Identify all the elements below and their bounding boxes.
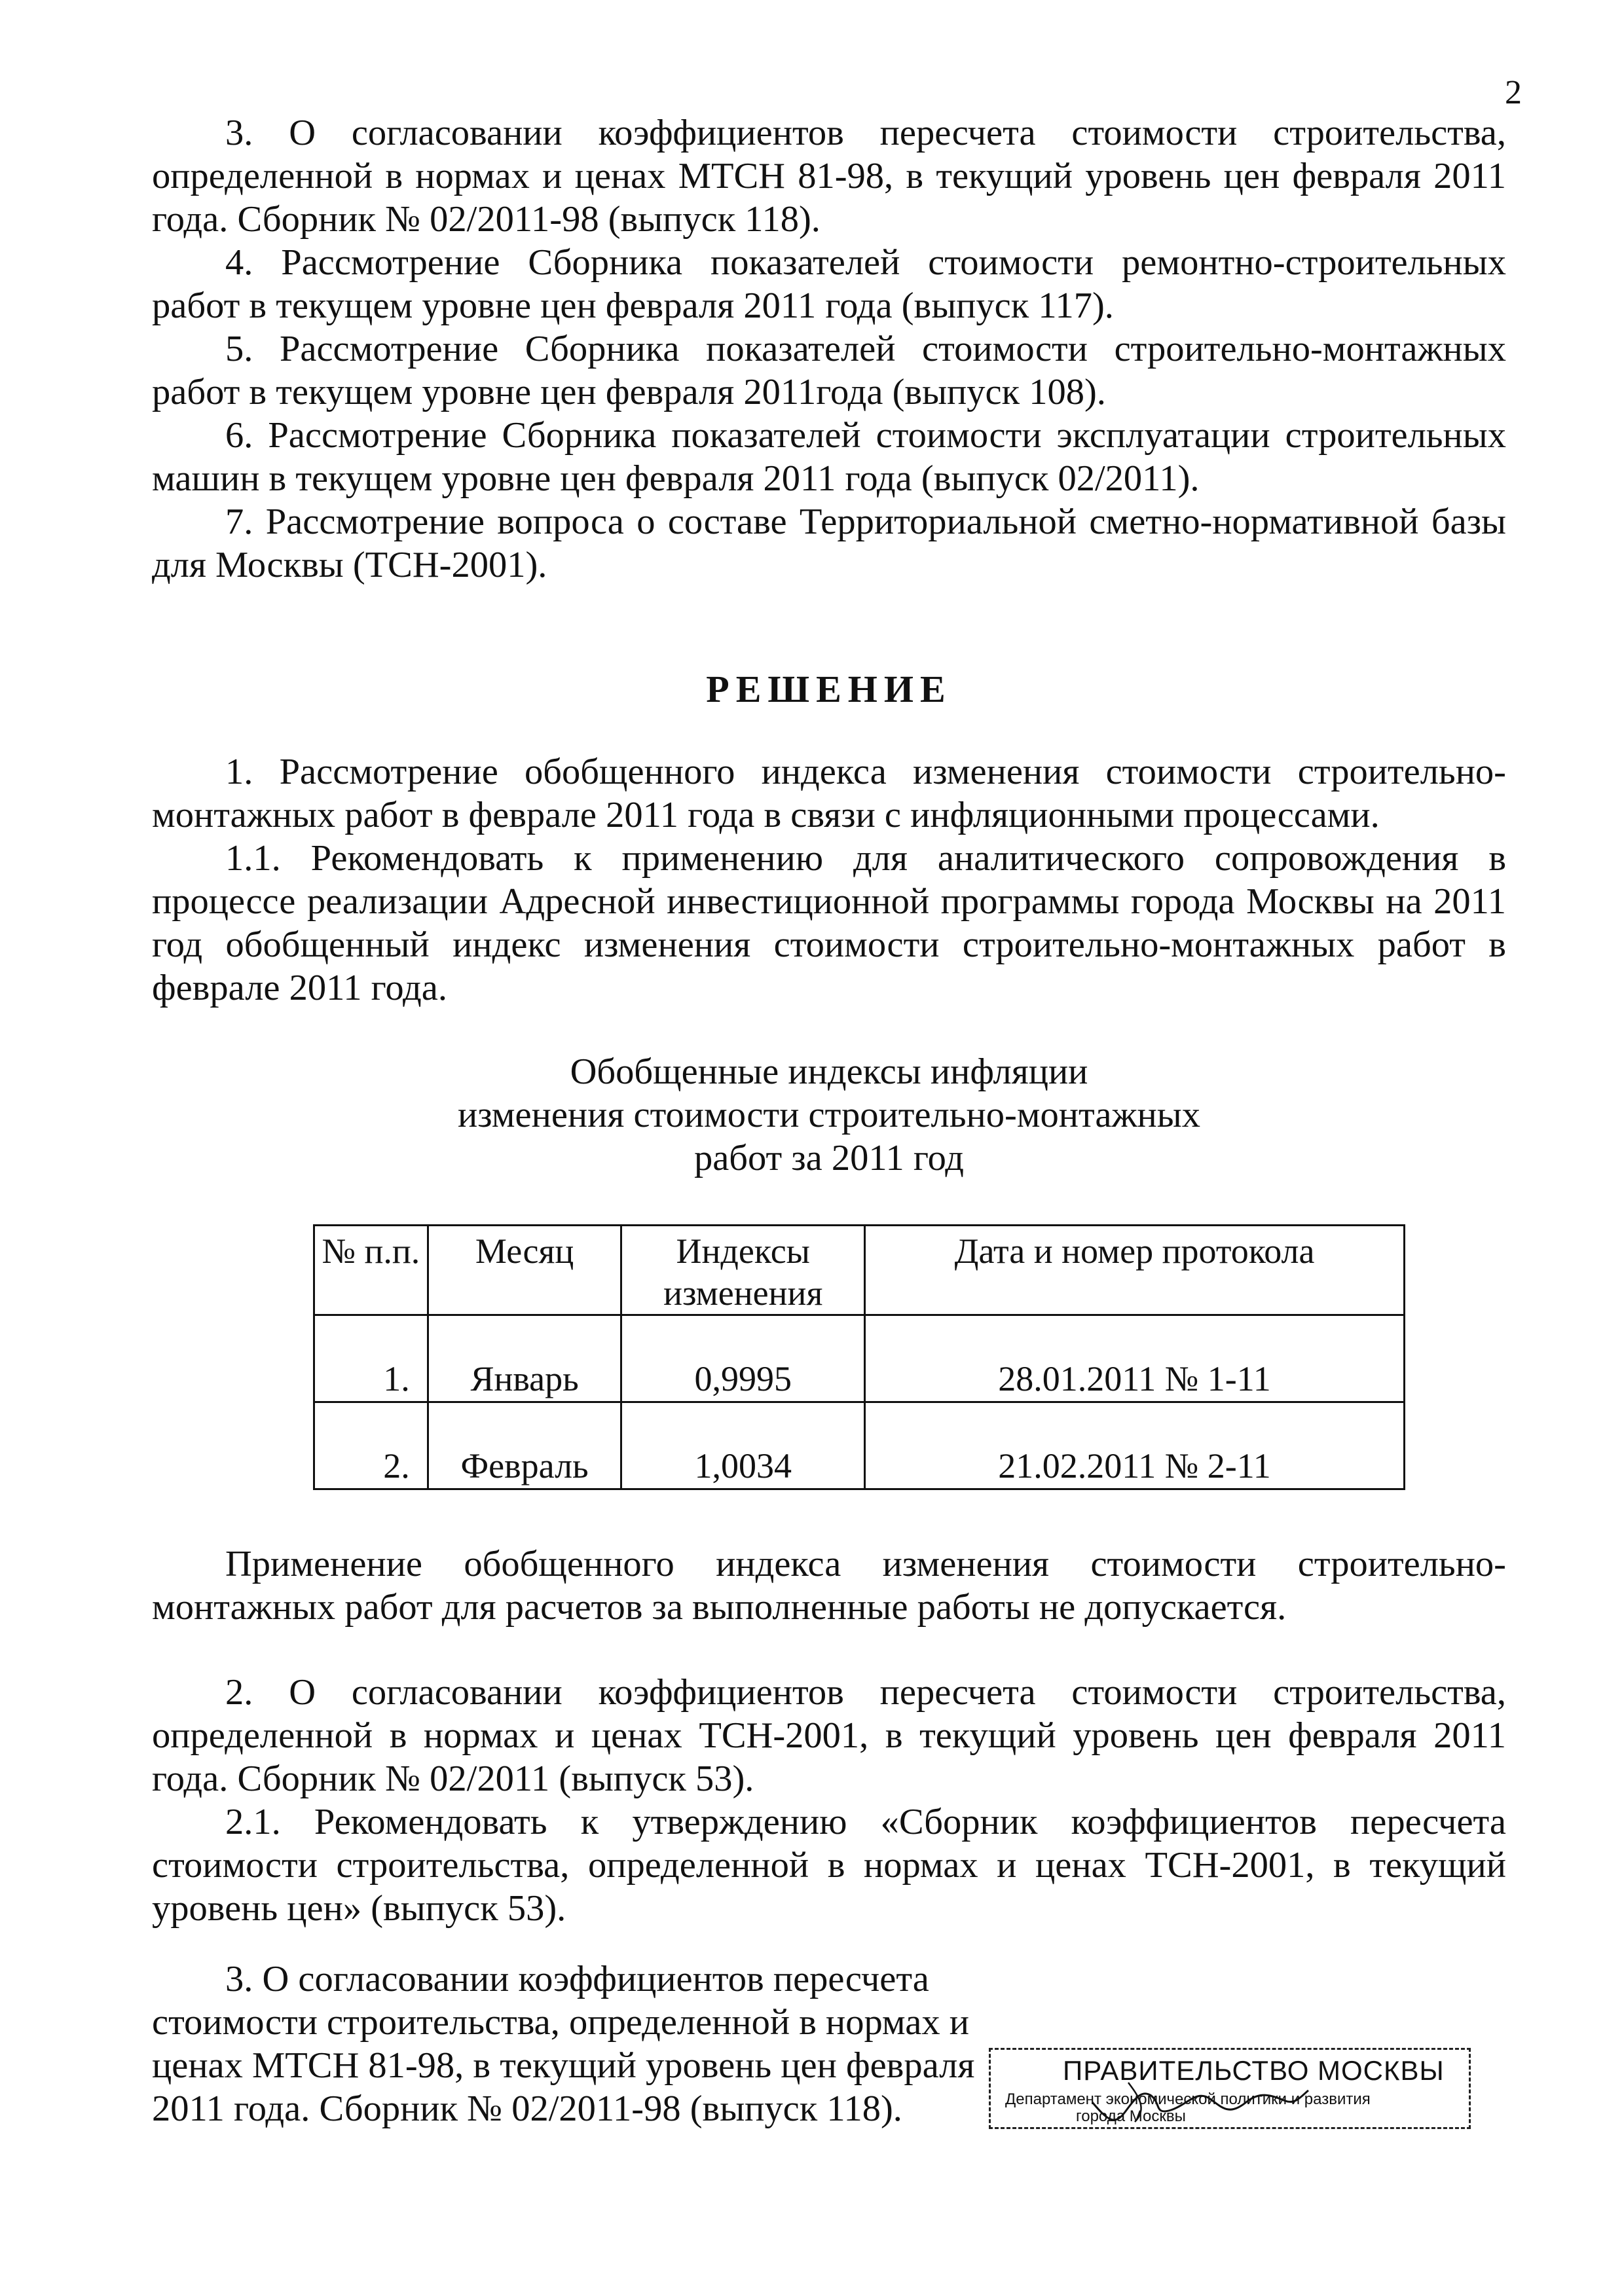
agenda-item-5: 5. Рассмотрение Сборника показателей стоимости строительно-монтажных работ в текущем уровне цен февраля 2011года (выпуск 108). — [152, 329, 1506, 412]
table-caption-line-2: изменения стоимости строительно-монтажных — [458, 1095, 1200, 1135]
table-row — [314, 1402, 1405, 1489]
table-caption-line-1: Обобщенные индексы инфляции — [570, 1051, 1088, 1092]
row-number: 1. — [314, 1315, 428, 1402]
header-month: Месяц — [428, 1226, 621, 1315]
table-row — [314, 1315, 1405, 1402]
row-index: 1,0034 — [621, 1402, 865, 1489]
agenda-item-6: 6. Рассмотрение Сборника показателей стоимости эксплуатации строительных машин в текущем уровне цен февраля 2011 года (выпуск 02/2011). — [152, 415, 1506, 499]
stamp-city: города Москвы — [1076, 2107, 1186, 2125]
inflation-index-table — [313, 1224, 1405, 1490]
page-number: 2 — [1505, 74, 1522, 111]
decision-section-3 — [152, 1958, 1023, 2130]
header-protocol: Дата и номер протокола — [865, 1226, 1405, 1315]
row-number: 2. — [314, 1402, 428, 1489]
decision-section-1 — [152, 750, 1506, 1010]
decision-1: 1. Рассмотрение обобщенного индекса изменения стоимости строительно-монтажных работ в феврале 2011 года в связи с инфляционными процессами. — [152, 752, 1506, 835]
decision-2-1: 2.1. Рекомендовать к утверждению «Сборник коэффициентов пересчета стоимости строительства, определенной в нормах и ценах ТСН-2001, в текущий уровень цен» (выпуск 53). — [152, 1802, 1506, 1929]
row-protocol: 21.02.2011 № 2-11 — [865, 1402, 1405, 1489]
agenda-list — [152, 111, 1506, 587]
table-note-block — [152, 1542, 1506, 1629]
signature-icon — [1089, 2076, 1312, 2128]
decision-3: 3. О согласовании коэффициентов пересчета стоимости строительства, определенной в нормах и ценах МТСН 81-98, в текущий уровень цен февраля 2011 года. Сборник № 02/2011-98 (выпуск 118). — [152, 1959, 975, 2129]
row-month: Январь — [428, 1315, 621, 1402]
header-index: Индексы изменения — [621, 1226, 865, 1315]
row-month: Февраль — [428, 1402, 621, 1489]
decision-1-1: 1.1. Рекомендовать к применению для аналитического сопровождения в процессе реализации Адресной инвестиционной программы города Москвы на 2011 год обобщенный индекс изменения стоимости строительно-монтажных работ в феврале 2011 года. — [152, 838, 1506, 1008]
table-caption — [152, 1050, 1506, 1180]
decision-heading: РЕШЕНИЕ — [706, 668, 952, 710]
stamp-title: ПРАВИТЕЛЬСТВО МОСКВЫ — [1063, 2055, 1445, 2086]
table-caption-line-3: работ за 2011 год — [693, 1138, 965, 1178]
row-index: 0,9995 — [621, 1315, 865, 1402]
stamp-department: Департамент экономической политики и развития — [1005, 2090, 1371, 2108]
table-header-row — [314, 1226, 1405, 1315]
official-stamp — [989, 2048, 1471, 2129]
row-protocol: 28.01.2011 № 1-11 — [865, 1315, 1405, 1402]
decision-2: 2. О согласовании коэффициентов пересчета стоимости строительства, определенной в нормах и ценах ТСН-2001, в текущий уровень цен февраля 2011 года. Сборник № 02/2011 (выпуск 53). — [152, 1672, 1506, 1799]
agenda-item-4: 4. Рассмотрение Сборника показателей стоимости ремонтно-строительных работ в текущем уровне цен февраля 2011 года (выпуск 117). — [152, 242, 1506, 326]
header-number: № п.п. — [314, 1226, 428, 1315]
agenda-item-7: 7. Рассмотрение вопроса о составе Территориальной сметно-нормативной базы для Москвы (ТСН-2001). — [152, 501, 1506, 585]
agenda-item-3: 3. О согласовании коэффициентов пересчета стоимости строительства, определенной в нормах и ценах МТСН 81-98, в текущий уровень цен февраля 2011 года. Сборник № 02/2011-98 (выпуск 118). — [152, 113, 1506, 240]
decision-section-2 — [152, 1671, 1506, 1930]
table-note: Применение обобщенного индекса изменения стоимости строительно-монтажных работ для расчетов за выполненные работы не допускается. — [152, 1544, 1506, 1628]
